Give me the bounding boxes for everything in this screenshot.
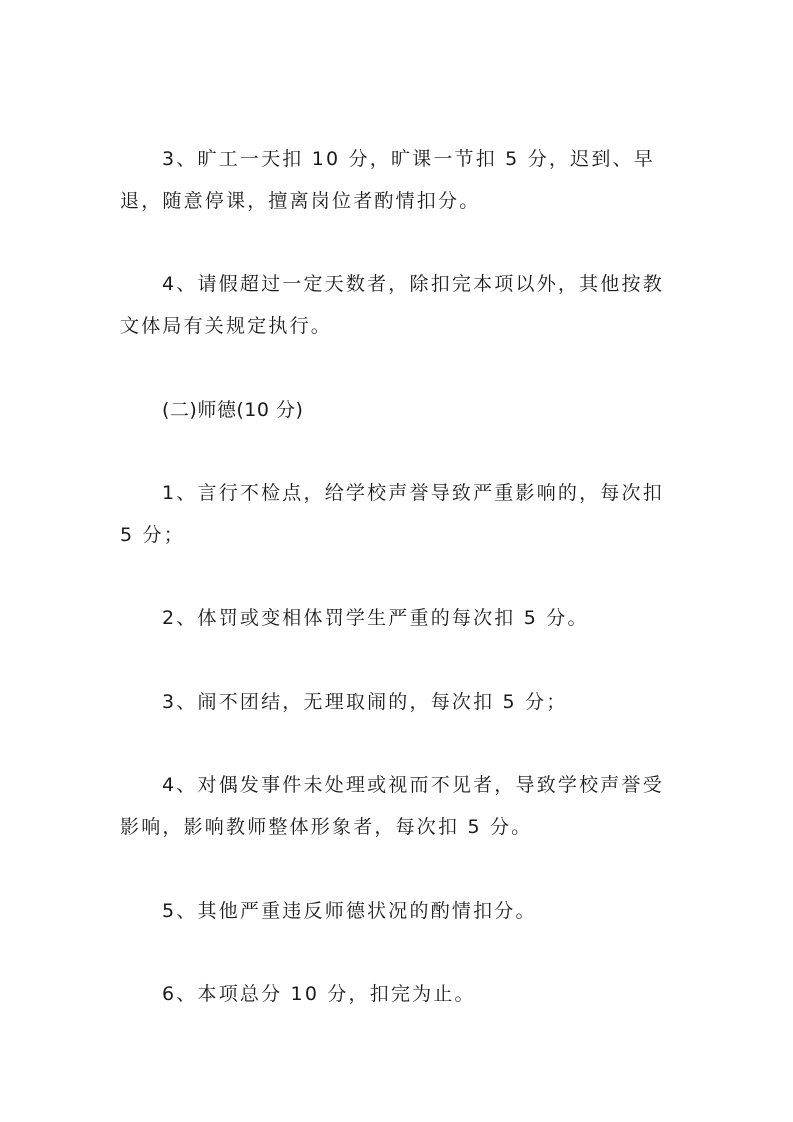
paragraph-leave-rule: 4、请假超过一定天数者，除扣完本项以外，其他按教文体局有关规定执行。 xyxy=(120,273,664,337)
section-heading-teacher-ethics: (二)师德(10 分) xyxy=(162,399,304,421)
paragraph-ethics-item-6: 6、本项总分 10 分，扣完为止。 xyxy=(162,983,476,1005)
paragraph-ethics-item-2: 2、体罚或变相体罚学生严重的每次扣 5 分。 xyxy=(162,607,589,629)
paragraph-ethics-item-1: 1、言行不检点，给学校声誉导致严重影响的，每次扣 5 分； xyxy=(120,482,664,546)
paragraph-absence-rule: 3、旷工一天扣 10 分，旷课一节扣 5 分，迟到、早退，随意停课，擅离岗位者酌情扣分。 xyxy=(120,148,655,212)
paragraph-ethics-item-4: 4、对偶发事件未处理或视而不见者，导致学校声誉受影响，影响教师整体形象者，每次扣 5 分。 xyxy=(120,774,664,838)
paragraph-ethics-item-5: 5、其他严重违反师德状况的酌情扣分。 xyxy=(162,900,537,922)
paragraph-ethics-item-3: 3、闹不团结，无理取闹的，每次扣 5 分； xyxy=(162,691,568,713)
